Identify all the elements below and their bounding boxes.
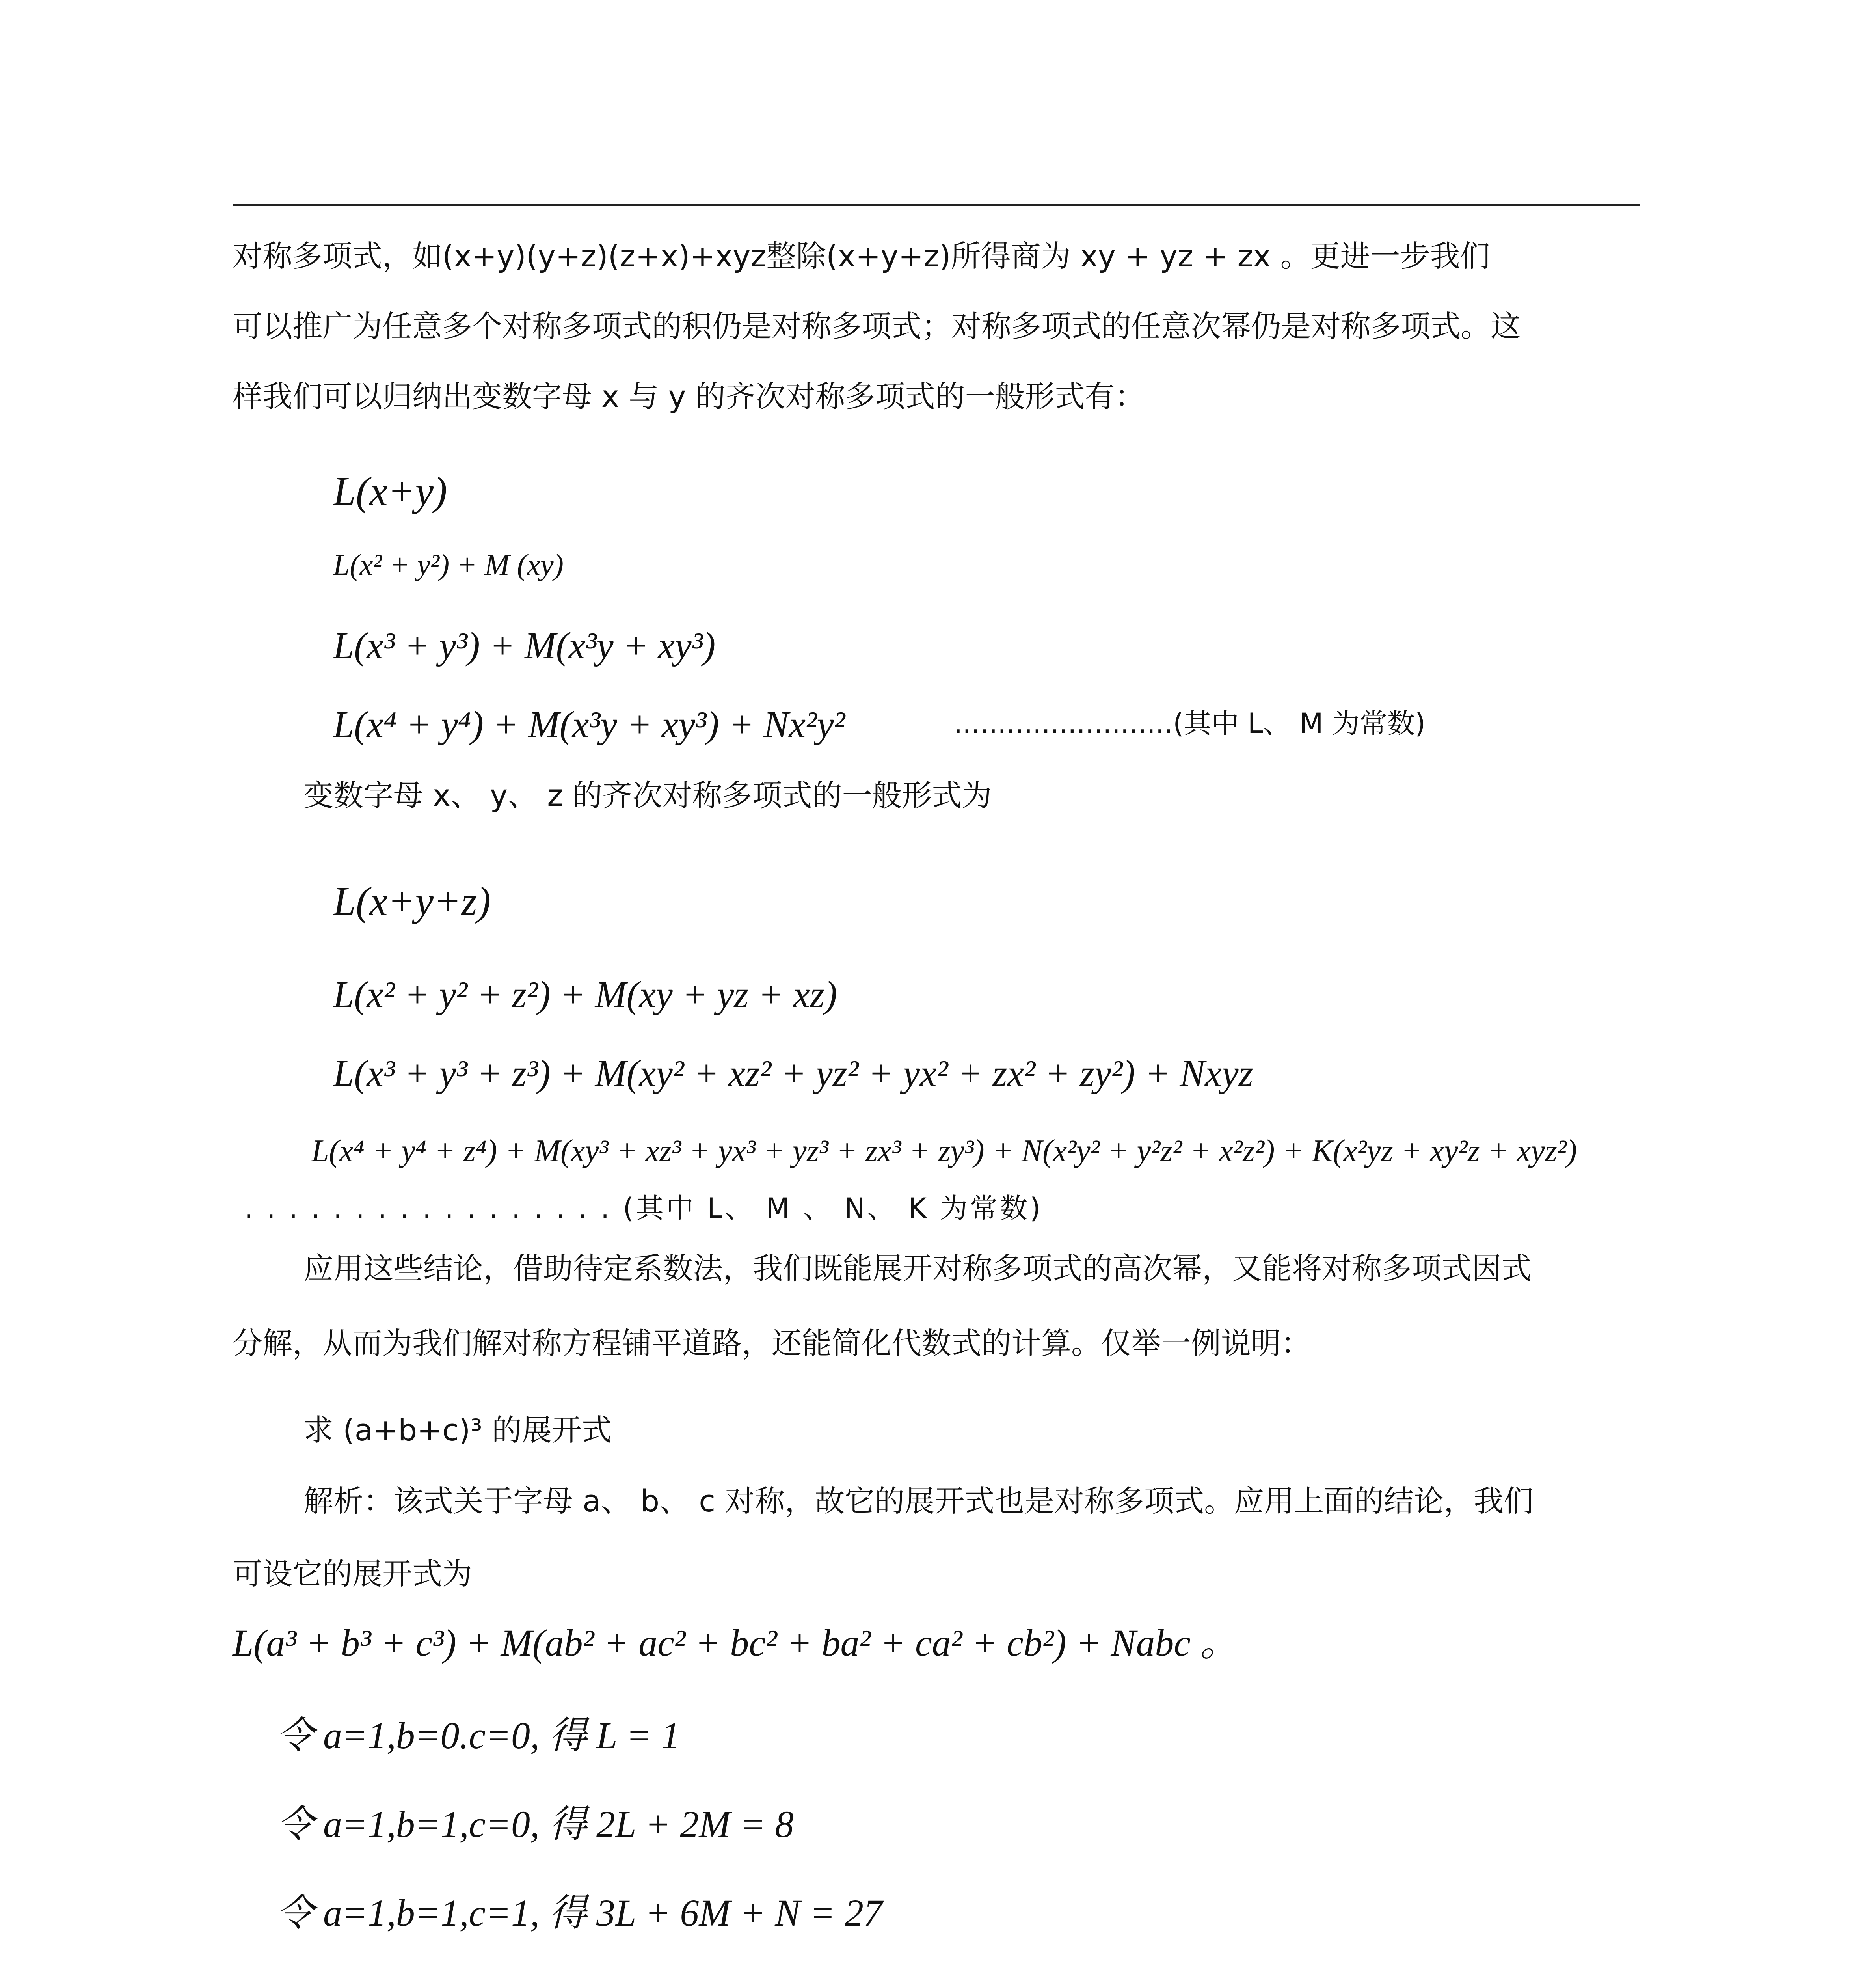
formula-3var-deg1: L(x+y+z) — [333, 879, 491, 924]
example-step-1: 令 a=1,b=0.c=0, 得 L = 1 — [276, 1714, 680, 1757]
example-step-2: 令 a=1,b=1,c=0, 得 2L + 2M = 8 — [276, 1803, 794, 1845]
formula-3var-deg3: L(x³ + y³ + z³) + M(xy² + xz² + yz² + yx² + zx² + zy²) + Nxyz — [333, 1052, 1253, 1094]
paragraph-2-line-1: 应用这些结论，借助待定系数法，我们既能展开对称多项式的高次幂，又能将对称多项式因式 — [303, 1251, 1532, 1286]
formula-2var-deg4: L(x⁴ + y⁴) + M(x³y + xy³) + Nx²y² — [333, 703, 845, 745]
paragraph-1-line-3: 样我们可以归纳出变数字母 x 与 y 的齐次对称多项式的一般形式有： — [233, 379, 1145, 414]
formula-2var-deg2: L(x² + y²) + M (xy) — [333, 548, 564, 581]
header-rule — [233, 204, 1640, 206]
formula-2var-constants-note: .........................(其中 L、 M 为常数) — [954, 707, 1426, 740]
example-analysis-line-1: 解析：该式关于字母 a、 b、 c 对称，故它的展开式也是对称多项式。应用上面的结论，我们 — [303, 1483, 1534, 1518]
formula-2var-deg1: L(x+y) — [333, 469, 447, 514]
paragraph-1-line-1: 对称多项式，如(x+y)(y+z)(z+x)+xyz整除(x+y+z)所得商为 xy + yz + zx 。更进一步我们 — [233, 238, 1490, 274]
formula-3var-deg4: L(x⁴ + y⁴ + z⁴) + M(xy³ + xz³ + yx³ + yz³ + zx³ + zy³) + N(x²y² + y²z² + x²z²) + K(x²yz + xy²z + xyz²) — [311, 1134, 1577, 1168]
three-var-intro: 变数字母 x、 y、 z 的齐次对称多项式的一般形式为 — [303, 778, 992, 813]
example-step-3: 令 a=1,b=1,c=1, 得 3L + 6M + N = 27 — [276, 1892, 882, 1934]
example-analysis-line-2: 可设它的展开式为 — [233, 1556, 472, 1591]
paragraph-1-line-2: 可以推广为任意多个对称多项式的积仍是对称多项式；对称多项式的任意次幂仍是对称多项式。这 — [233, 309, 1521, 344]
example-question: 求 (a+b+c)³ 的展开式 — [303, 1412, 612, 1448]
paragraph-2-line-2: 分解，从而为我们解对称方程铺平道路，还能简化代数式的计算。仅举一例说明： — [233, 1326, 1311, 1361]
formula-3var-deg2: L(x² + y² + z²) + M(xy + yz + xz) — [333, 973, 838, 1015]
formula-2var-deg3: L(x³ + y³) + M(x³y + xy³) — [333, 624, 716, 667]
example-expansion: L(a³ + b³ + c³) + M(ab² + ac² + bc² + ba² + ca² + cb²) + Nabc 。 — [233, 1622, 1238, 1664]
formula-3var-constants-note: . . . . . . . . . . . . . . . . . (其中 L、 M 、 N、 K 为常数) — [244, 1192, 1043, 1224]
